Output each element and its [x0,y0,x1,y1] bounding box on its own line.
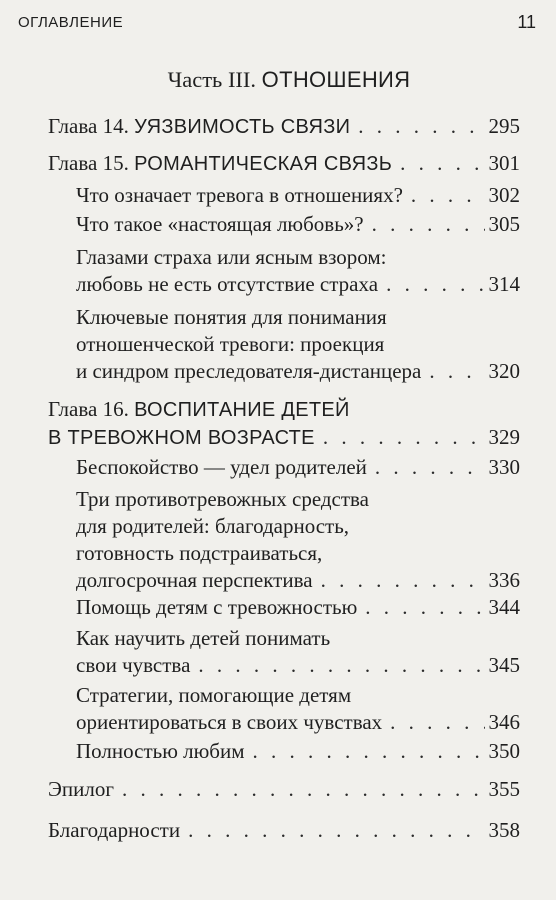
section-title-line: Как научить детей понимать [76,626,331,650]
toc-chapter-15[interactable] [48,150,520,178]
part-title [0,67,556,93]
page-ref: 350 [488,739,520,763]
dot-leader [198,652,484,679]
dot-leader [390,709,484,736]
section-title-line: и синдром преследователя-дистанцера [76,359,422,383]
toc-section[interactable] [76,211,520,238]
toc-section[interactable] [76,304,520,385]
back-matter-title: Эпилог [48,777,114,801]
chapter-number: Глава 15. [48,151,129,175]
page-ref: 336 [488,568,520,592]
section-title-line: для родителей: благодарность, [76,514,350,538]
section-title-line: Три противотревожных средства [76,487,370,511]
toc-section[interactable] [76,625,520,679]
chapter-title-line: ВОСПИТАНИЕ ДЕТЕЙ [134,399,350,421]
dot-leader [372,211,485,238]
dot-leader [386,271,484,298]
toc-chapter-14[interactable] [48,113,520,141]
toc-section[interactable] [76,454,520,481]
dot-leader [358,113,484,140]
page-ref: 314 [488,272,520,296]
page-ref: 330 [488,455,520,479]
section-title-line: Глазами страха или ясным взором: [76,245,387,269]
section-title-line: Ключевые понятия для понимания [76,305,387,329]
page-number: 11 [517,12,536,32]
toc-section[interactable] [76,594,520,621]
dot-leader [323,424,485,451]
part-name: ОТНОШЕНИЯ [261,67,411,92]
dot-leader [188,817,484,844]
section-title: Что такое «настоящая любовь»? [76,212,364,236]
page-ref: 295 [488,114,520,138]
page-ref: 346 [488,710,520,734]
part-prefix: Часть III. [167,67,257,92]
toc-section[interactable] [76,738,520,765]
section-title-line: Стратегии, помогающие детям [76,683,352,707]
toc-chapter-16[interactable] [48,396,520,452]
chapter-title: РОМАНТИЧЕСКАЯ СВЯЗЬ [134,153,393,175]
page-ref: 344 [488,595,520,619]
dot-leader [365,594,484,621]
section-title-line: готовность подстраиваться, [76,541,323,565]
back-matter-title: Благодарности [48,818,181,842]
section-title-line: отношенческой тревоги: проекция [76,332,385,356]
section-title-line: долгосрочная перспектива [76,568,313,592]
section-title: Что означает тревога в отношениях? [76,183,403,207]
dot-leader [122,776,485,803]
section-title-line: любовь не есть отсутствие страха [76,272,379,296]
dot-leader [429,358,484,385]
dot-leader [400,150,484,177]
dot-leader [375,454,485,481]
section-title-line: свои чувства [76,653,191,677]
toc-epilogue[interactable] [48,776,520,803]
page-ref: 345 [488,653,520,677]
dot-leader [321,567,485,594]
running-head: ОГЛАВЛЕНИЕ [18,14,124,31]
toc-section[interactable] [76,182,520,209]
chapter-title: УЯЗВИМОСТЬ СВЯЗИ [134,116,351,138]
chapter-title-line: В ТРЕВОЖНОМ ВОЗРАСТЕ [48,427,315,449]
toc-section[interactable] [76,486,520,594]
page-ref: 355 [488,777,520,801]
toc-section[interactable] [76,682,520,736]
page-ref: 320 [488,359,520,383]
page-ref: 305 [488,212,520,236]
page-ref: 358 [488,818,520,842]
chapter-number: Глава 14. [48,114,129,138]
section-title: Беспокойство — удел родителей [76,455,367,479]
toc-section[interactable] [76,244,520,298]
section-title-line: ориентироваться в своих чувствах [76,710,383,734]
toc-acknowledgements[interactable] [48,817,520,844]
page-ref: 302 [488,183,520,207]
chapter-number: Глава 16. [48,397,129,421]
page-ref: 301 [488,151,520,175]
section-title: Помощь детям с тревожностью [76,595,358,619]
dot-leader [411,182,485,209]
section-title: Полностью любим [76,739,245,763]
page-ref: 329 [488,425,520,449]
dot-leader [253,738,485,765]
